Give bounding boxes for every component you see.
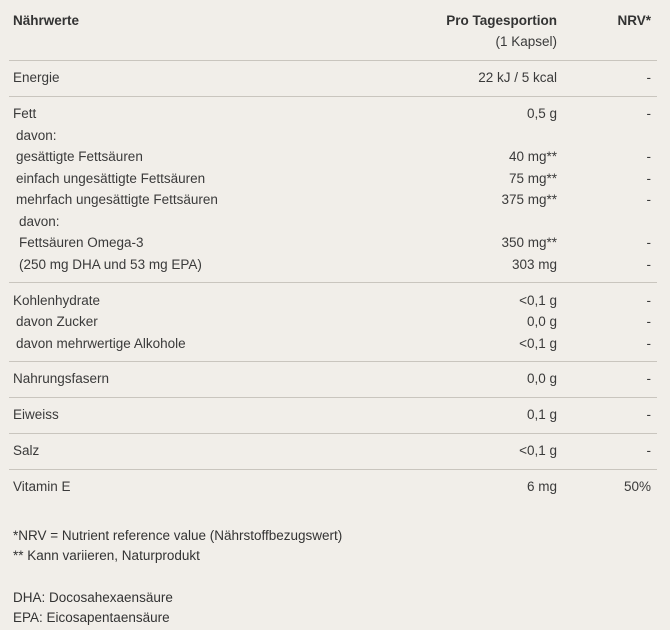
table-row	[9, 368, 657, 390]
table-row	[9, 211, 657, 233]
row-nrv: -	[646, 106, 651, 121]
row-amount: 0,0 g	[526, 314, 557, 329]
row-name: Kohlenhydrate	[13, 293, 101, 308]
table-row	[9, 440, 657, 462]
row-amount: 75 mg**	[508, 171, 557, 186]
divider	[9, 96, 657, 97]
divider	[9, 361, 657, 362]
row-nrv: -	[646, 293, 651, 308]
row-amount: 6 mg	[526, 479, 557, 494]
row-nrv: -	[646, 257, 651, 272]
row-nrv: -	[646, 171, 651, 186]
row-amount: 40 mg**	[508, 149, 557, 164]
row-name: davon mehrwertige Alkohole	[16, 336, 186, 351]
row-amount: 0,5 g	[526, 106, 557, 121]
row-nrv: 50%	[623, 479, 651, 494]
row-nrv: -	[646, 70, 651, 85]
row-amount: 375 mg**	[501, 192, 557, 207]
divider	[9, 282, 657, 283]
row-amount: <0,1 g	[519, 336, 557, 351]
table-row	[9, 476, 657, 498]
row-nrv: -	[646, 336, 651, 351]
table-row	[9, 168, 657, 190]
row-name: Fett	[13, 106, 37, 121]
row-nrv: -	[646, 371, 651, 386]
row-name: davon:	[19, 214, 60, 229]
footnote-nrv: *NRV = Nutrient reference value (Nährstoffbezugswert)	[13, 528, 343, 543]
row-nrv: -	[646, 149, 651, 164]
row-nrv: -	[646, 235, 651, 250]
divider	[9, 397, 657, 398]
divider	[9, 433, 657, 434]
divider	[9, 469, 657, 470]
footnote-dha: DHA: Docosahexaensäure	[13, 590, 173, 605]
row-name: Eiweiss	[13, 407, 59, 422]
row-amount: 0,1 g	[526, 407, 557, 422]
row-nrv: -	[646, 192, 651, 207]
row-amount: <0,1 g	[519, 443, 557, 458]
table-row	[9, 146, 657, 168]
row-name: Nahrungsfasern	[13, 371, 110, 386]
table-row	[9, 232, 657, 254]
row-name: mehrfach ungesättigte Fettsäuren	[16, 192, 218, 207]
table-row	[9, 103, 657, 125]
header-nutrients: Nährwerte	[13, 13, 80, 28]
row-name: Salz	[13, 443, 40, 458]
header-serving-size: (1 Kapsel)	[495, 34, 557, 49]
table-row	[9, 311, 657, 333]
row-name: davon:	[16, 128, 57, 143]
table-row	[9, 125, 657, 147]
row-nrv: -	[646, 443, 651, 458]
row-amount: 350 mg**	[501, 235, 557, 250]
table-row	[9, 67, 657, 89]
table-row	[9, 290, 657, 312]
row-name: (250 mg DHA und 53 mg EPA)	[19, 257, 202, 272]
divider	[9, 60, 657, 61]
table-row	[9, 333, 657, 355]
table-header	[9, 10, 657, 32]
header-subline	[9, 31, 657, 53]
row-name: einfach ungesättigte Fettsäuren	[16, 171, 206, 186]
row-nrv: -	[646, 314, 651, 329]
table-row	[9, 254, 657, 276]
row-amount: 22 kJ / 5 kcal	[478, 70, 557, 85]
header-per-serving: Pro Tagesportion	[446, 13, 557, 28]
row-amount: 303 mg	[511, 257, 557, 272]
row-amount: 0,0 g	[526, 371, 557, 386]
header-nrv: NRV*	[617, 13, 651, 28]
table-row	[9, 404, 657, 426]
row-name: gesättigte Fettsäuren	[16, 149, 143, 164]
row-name: Vitamin E	[13, 479, 71, 494]
row-name: davon Zucker	[16, 314, 98, 329]
row-name: Fettsäuren Omega-3	[19, 235, 144, 250]
row-nrv: -	[646, 407, 651, 422]
table-row	[9, 189, 657, 211]
row-amount: <0,1 g	[519, 293, 557, 308]
row-name: Energie	[13, 70, 60, 85]
footnote-epa: EPA: Eicosapentaensäure	[13, 610, 170, 625]
footnote-variance: ** Kann variieren, Naturprodukt	[13, 548, 200, 563]
